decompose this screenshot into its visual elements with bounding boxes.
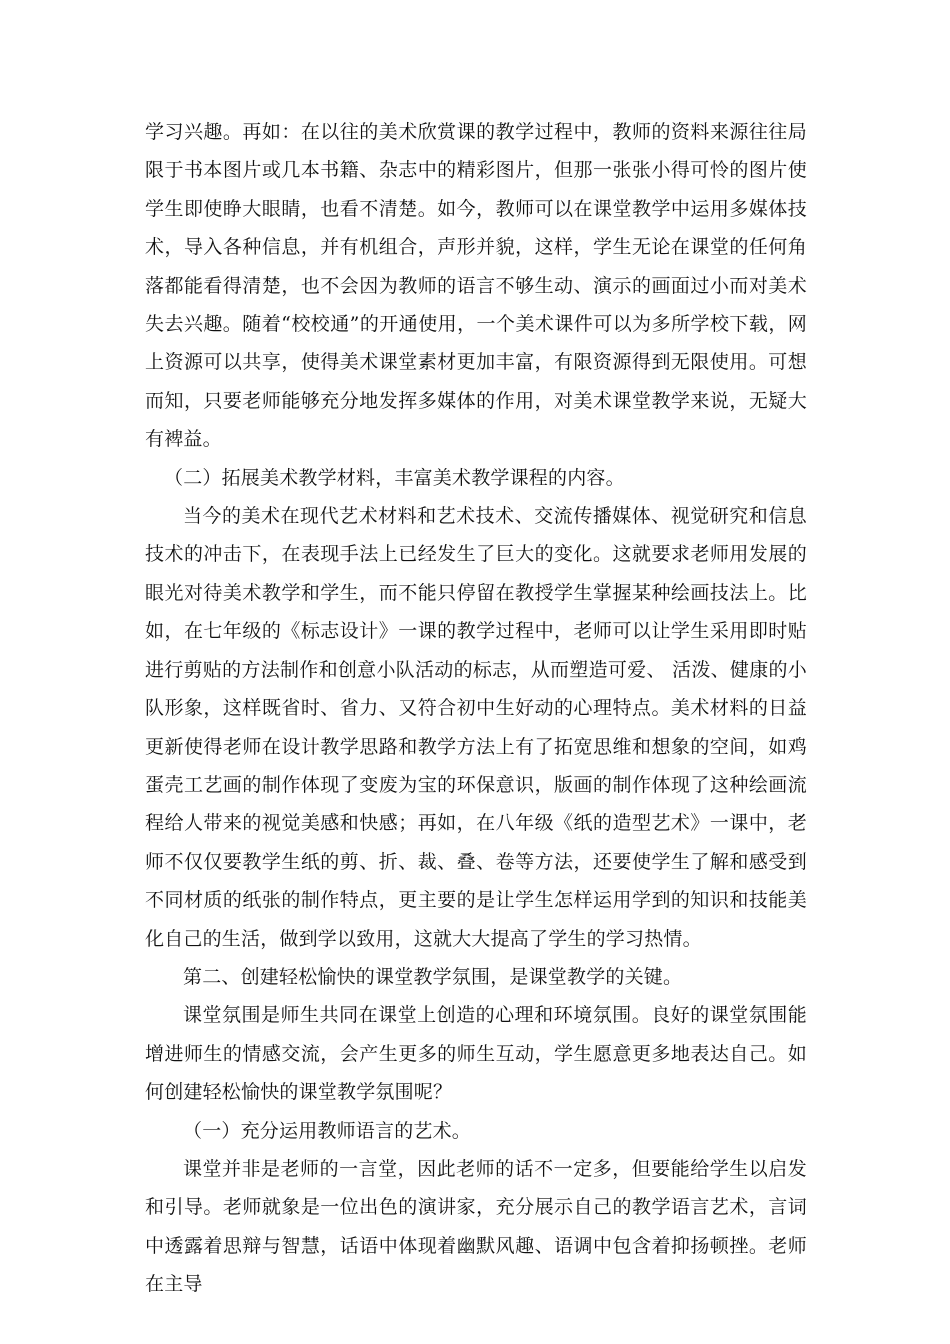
document-body <box>145 113 807 1304</box>
paragraph-teacher-language: 课堂并非是老师的一言堂，因此老师的话不一定多，但要能给学生以启发和引导。老师就象是一位出色的演讲家，充分展示自己的教学语言艺术，言词中透露着思辩与智慧，话语中体现着幽默风趣、语调中包含着抑扬顿挫。老师在主导 <box>145 1157 807 1296</box>
paragraph-multimedia-interest: 学习兴趣。再如：在以往的美术欣赏课的教学过程中，教师的资料来源往往局限于书本图片或几本书籍、杂志中的精彩图片，但那一张张小得可怜的图片使学生即使睁大眼睛，也看不清楚。如今，教师可以在课堂教学中运用多媒体技术，导入各种信息，并有机组合，声形并貌，这样，学生无论在课堂的任何角落都能看得清楚，也不会因为教师的语言不够生动、演示的画面过小而对美术失去兴趣。随着“校校通”的开通使用，一个美术课件可以为多所学校下载，网上资源可以共享，使得美术课堂素材更加丰富，有限资源得到无限使用。可想而知，只要老师能够充分地发挥多媒体的作用，对美术课堂教学来说，无疑大有裨益。 <box>145 121 807 451</box>
paragraph-classroom-atmosphere: 课堂氛围是师生共同在课堂上创造的心理和环境氛围。良好的课堂氛围能增进师生的情感交流，会产生更多的师生互动，学生愿意更多地表达自己。如何创建轻松愉快的课堂教学氛围呢？ <box>145 1004 807 1104</box>
subheading-teacher-language: （一）充分运用教师语言的艺术。 <box>183 1119 472 1142</box>
paragraph-modern-art-materials: 当今的美术在现代艺术材料和艺术技术、交流传播媒体、视觉研究和信息技术的冲击下，在表现手法上已经发生了巨大的变化。这就要求老师用发展的眼光对待美术教学和学生，而不能只停留在教授学生掌握某种绘画技法上。比如，在七年级的《标志设计》一课的教学过程中，老师可以让学生采用即时贴进行剪贴的方法制作和创意小队活动的标志，从而塑造可爱、 活泼、健康的小队形象，这样既省时、省力、又符合初中生好动的心理特点。美术材料的日益更新使得老师在设计教学思路和教学方法上有了拓宽思维和想象的空间，如鸡蛋壳工艺画的制作体现了变废为宝的环保意识，版画的制作体现了这种绘画流程给人带来的视觉美感和快感；再如，在八年级《纸的造型艺术》一课中，老师不仅仅要教学生纸的剪、折、裁、叠、卷等方法，还要使学生了解和感受到不同材质的纸张的制作特点，更主要的是让学生怎样运用学到的知识和技能美化自己的生活，做到学以致用，这就大大提高了学生的学习热情。 <box>145 505 807 950</box>
heading-second-classroom-atmosphere: 第二、创建轻松愉快的课堂教学氛围，是课堂教学的关键。 <box>183 965 683 988</box>
subheading-expand-materials: （二）拓展美术教学材料，丰富美术教学课程的内容。 <box>164 466 625 489</box>
